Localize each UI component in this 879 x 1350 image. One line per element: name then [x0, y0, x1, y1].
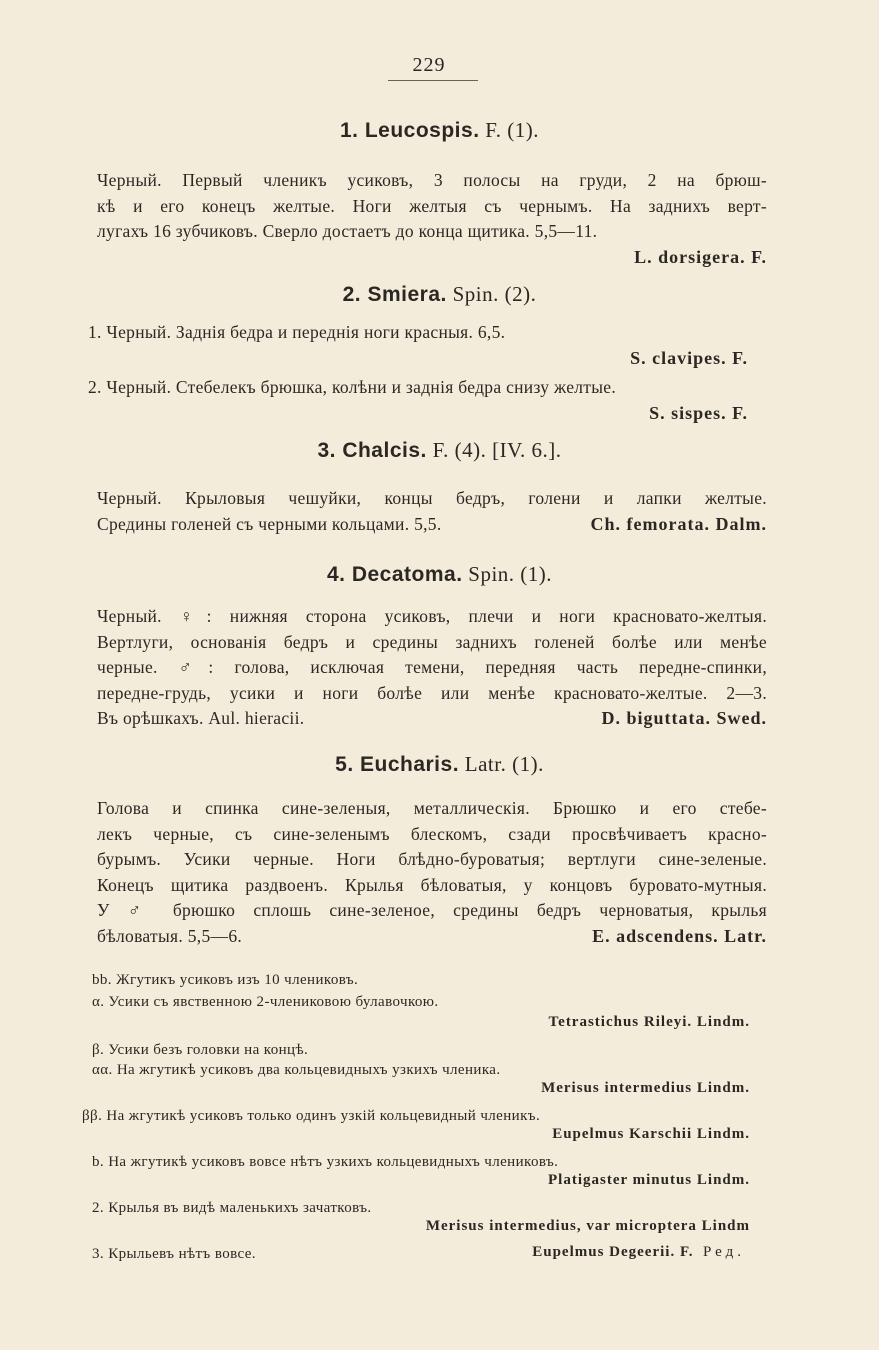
text-line: 1. Черный. Заднія бедра и переднія ноги красныя. 6,5.	[88, 322, 506, 342]
key-line: bb. Жгутикъ усиковъ изъ 10 члениковъ.	[92, 972, 359, 988]
text-line: бурымъ. Усики черные. Ноги блѣдно-буроватыя; вертлуги сине-зеленые.	[97, 849, 767, 869]
key-line: 2. Крылья въ видѣ маленькихъ зачатковъ.	[92, 1200, 372, 1216]
genus-heading-decatoma: 4. Decatoma. Spin. (1).	[326, 562, 553, 586]
text-line: Въ орѣшкахъ. Aul. hieracii. D. biguttata. Swed.	[97, 706, 767, 732]
text-line: У ♂ брюшко сплошь сине-зеленое, средины бедръ черноватыя, крылья	[97, 900, 767, 920]
genus-heading-eucharis: 5. Eucharis. Latr. (1).	[335, 752, 544, 776]
key-line: b. На жгутикѣ усиковъ вовсе нѣтъ узкихъ кольцевидныхъ члениковъ.	[92, 1154, 559, 1170]
species-name: Tetrastichus Rileyi. Lindm.	[548, 1014, 750, 1030]
text-line: Конецъ щитика раздвоенъ. Крылья бѣловатыя, у концовъ буровато-мутныя.	[97, 874, 767, 895]
key-line: ββ. На жгутикѣ усиковъ только одинъ узкій кольцевидный членикъ.	[82, 1108, 541, 1124]
page-number: 229	[412, 54, 446, 76]
text-line: Черный. ♀: нижняя сторона усиковъ, плечи и ноги красновато-желтыя.	[97, 606, 767, 626]
text-line: бѣловатыя. 5,5—6. E. adscendens. Latr.	[97, 924, 767, 950]
species-name: Ch. femorata. Dalm.	[590, 513, 767, 534]
text-line: Средины голеней съ черными кольцами. 5,5. Ch. femorata. Dalm.	[97, 512, 767, 538]
species-name: Platigaster minutus Lindm.	[548, 1172, 750, 1188]
text-line: Черный. Крыловыя чешуйки, концы бедръ, голени и лапки желтые.	[97, 488, 767, 508]
text-line: Черный. Первый членикъ усиковъ, 3 полосы на груди, 2 на брюш-	[97, 170, 767, 190]
key-line: α. Усики съ явственною 2-члениковою булавочкою.	[92, 994, 439, 1010]
text-line: лугахъ 16 зубчиковъ. Сверло достаетъ до конца щитика. 5,5—11.	[97, 221, 598, 241]
species-name: Merisus intermedius, var micropterа Lindm	[425, 1218, 750, 1234]
text-line: Голова и спинка сине-зеленыя, металлическія. Брюшко и его стебе-	[97, 798, 767, 818]
species-name: E. adscendens. Latr.	[592, 925, 767, 946]
key-smiera	[88, 320, 748, 426]
page-number-rule	[388, 80, 478, 81]
key-line: αα. На жгутикѣ усиковъ два кольцевидныхъ узкихъ членика.	[92, 1062, 501, 1078]
species-name: D. biguttata. Swed.	[601, 708, 767, 728]
text-line: передне-грудь, усики и ноги болѣе или менѣе красновато-желтые. 2—3.	[97, 682, 767, 703]
key-line: 3. Крыльевъ нѣтъ вовсе.	[92, 1246, 256, 1262]
genus-heading-chalcis: 3. Chalcis. F. (4). [IV. 6.].	[317, 438, 562, 462]
description-decatoma	[97, 604, 767, 732]
text-line: 2. Черный. Стебелекъ брюшка, колѣни и заднія бедра снизу желтые.	[88, 377, 617, 397]
description-chalcis	[97, 486, 767, 537]
species-name: S. clavipes. F.	[630, 347, 748, 368]
genus-heading-smiera: 2. Smiera. Spin. (2).	[342, 282, 537, 306]
species-name: Eupelmus Degeerii. F. Ред.	[532, 1244, 745, 1260]
text-line: кѣ и его конецъ желтые. Ноги желтыя съ чернымъ. На заднихъ верт-	[97, 195, 767, 216]
text-line: лекъ черные, съ сине-зеленымъ блескомъ, сзади просвѣчиваетъ красно-	[97, 823, 767, 844]
species-name: L. dorsigera. F.	[634, 246, 767, 267]
text-line: черные. ♂: голова, исключая темени, передняя часть передне-спинки,	[97, 657, 767, 677]
species-name: Merisus intermedius Lindm.	[541, 1080, 750, 1096]
key-line: β. Усики безъ головки на концѣ.	[92, 1042, 309, 1058]
text-line: Вертлуги, основанія бедръ и средины заднихъ голеней болѣе или менѣе	[97, 631, 767, 652]
description-leucospis	[97, 168, 767, 270]
species-name: Eupelmus Karschii Lindm.	[552, 1126, 750, 1142]
description-eucharis	[97, 796, 767, 949]
editor-note: Ред.	[703, 1244, 745, 1260]
genus-heading-leucospis: 1. Leucospis. F. (1).	[339, 118, 540, 142]
species-name: S. sispes. F.	[649, 402, 748, 423]
